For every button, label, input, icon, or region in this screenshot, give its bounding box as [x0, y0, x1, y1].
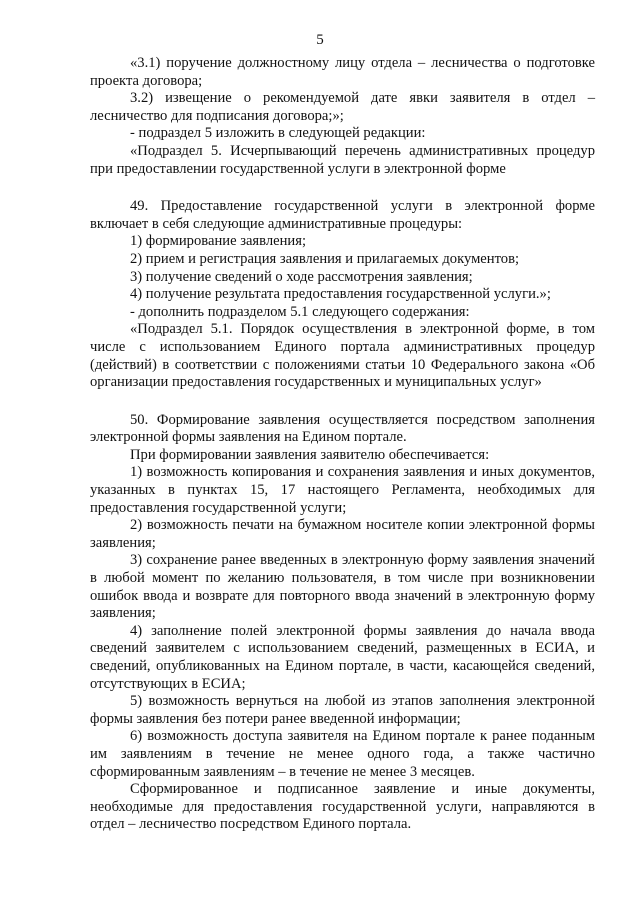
paragraph-50-final: Сформированное и подписанное заявление и иные документы, необходимые для предоставления государственной услуги, направляются в отдел – лесничество посредством Единого портала.: [90, 781, 595, 833]
list-item-50-5: 5) возможность вернуться на любой из этапов заполнения электронной формы заявления без потери ранее введенной информации;: [90, 693, 595, 727]
subsection-5-1-heading: «Подраздел 5.1. Порядок осуществления в электронной форме, в том числе с использованием Единого портала административных процедур (действий) в соответствии с положениями статьи 10 Федерального закона «Об организации предоставления государственных и муниципальных услуг»: [90, 321, 595, 391]
paragraph-3-1: «3.1) поручение должностному лицу отдела – лесничества о подготовке проекта договора;: [90, 55, 595, 89]
paragraph-amend-subsection-5: - подраздел 5 изложить в следующей редакции:: [130, 125, 426, 142]
list-item-50-3: 3) сохранение ранее введенных в электронную форму заявления значений в любой момент по желанию пользователя, в том числе при возникновении ошибок ввода и возврате для повторного ввода значений в электронную форму заявления;: [90, 552, 595, 622]
paragraph-50-intro: При формировании заявления заявителю обеспечивается:: [130, 446, 490, 463]
list-item-49-4: 4) получение результата предоставления государственной услуги.»;: [130, 286, 551, 303]
paragraph-add-subsection-5-1: - дополнить подразделом 5.1 следующего содержания:: [130, 303, 470, 320]
list-item-50-2: 2) возможность печати на бумажном носителе копии электронной формы заявления;: [90, 517, 595, 551]
page-number: 5: [316, 32, 324, 48]
list-item-50-4: 4) заполнение полей электронной формы заявления до начала ввода сведений заявителем с использованием сведений, размещенных в ЕСИА, и сведений, опубликованных на Едином портале, в части, касающейся сведений, отсутствующих в ЕСИА;: [90, 622, 595, 692]
list-item-49-3: 3) получение сведений о ходе рассмотрения заявления;: [130, 268, 473, 285]
list-item-49-2: 2) прием и регистрация заявления и прилагаемых документов;: [130, 250, 520, 267]
paragraph-50: 50. Формирование заявления осуществляется посредством заполнения электронной формы заявления на Едином портале.: [90, 411, 595, 446]
paragraph-49: 49. Предоставление государственной услуги в электронной форме включает в себя следующие административные процедуры:: [90, 198, 595, 232]
list-item-50-6: 6) возможность доступа заявителя на Едином портале к ранее поданным им заявлениям в течение не менее одного года, а также частично сформированным заявлениям – в течение не менее 3 месяцев.: [90, 728, 595, 780]
document-body: [90, 55, 595, 834]
paragraph-3-2: 3.2) извещение о рекомендуемой дате явки заявителя в отдел – лесничество для подписания договора;»;: [90, 90, 595, 124]
spacer: [90, 392, 595, 412]
list-item-49-1: 1) формирование заявления;: [130, 233, 306, 250]
spacer: [90, 178, 595, 198]
list-item-50-1: 1) возможность копирования и сохранения заявления и иных документов, указанных в пунктах 15, 17 настоящего Регламента, необходимых для предоставления государственной услуги;: [90, 464, 595, 516]
subsection-5-heading: «Подраздел 5. Исчерпывающий перечень административных процедур при предоставлении государственной услуги в электронной форме: [90, 142, 595, 177]
